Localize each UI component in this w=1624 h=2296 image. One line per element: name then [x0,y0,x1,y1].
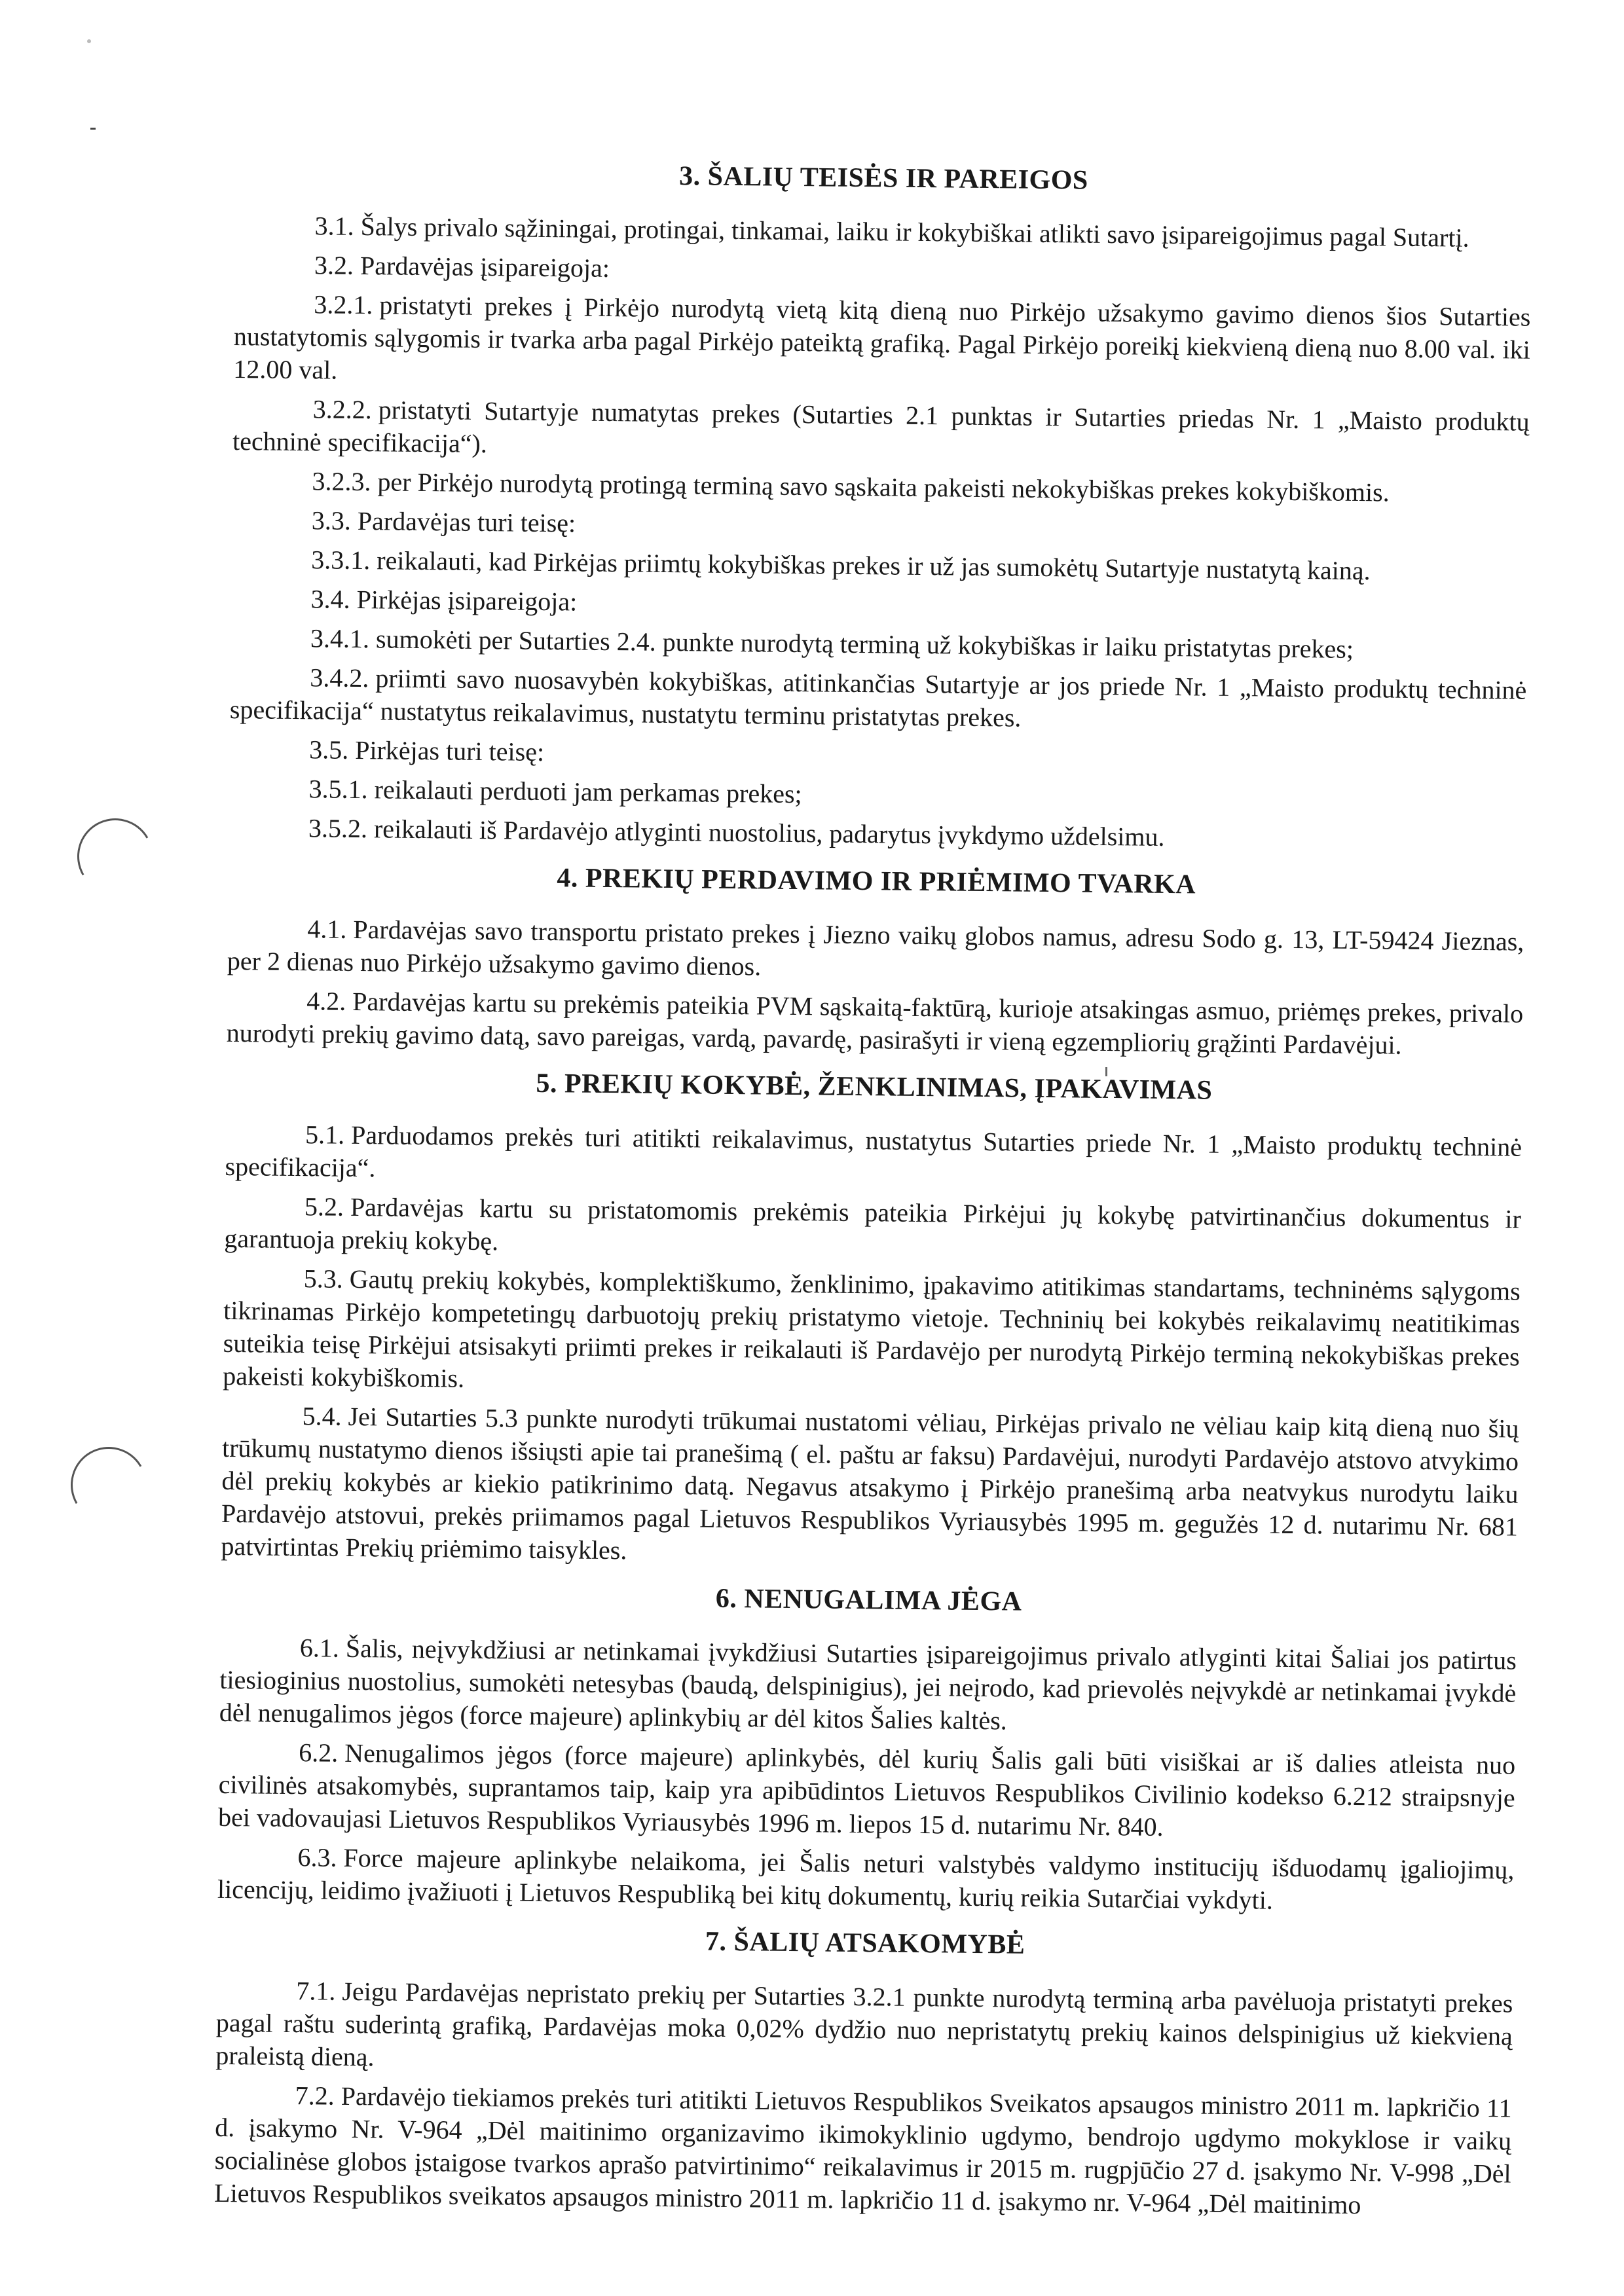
section-4 [226,858,1524,1063]
document-body [214,141,1532,2238]
clause-3-3-1 [231,543,1528,589]
clause-3-2-3 [232,464,1528,511]
clause-text: Pardavėjas kartu su pristatomomis prekėmis pateikia Pirkėjui jų kokybę patvirtinančius dokumentus ir garantuoja prekių kokybę. [224,1192,1522,1256]
clause-number: 5.1. [304,1120,345,1150]
clause-text: Jei Sutarties 5.3 punkte nurodyti trūkumai nustatomi vėliau, Pirkėjas privalo ne vėliau kaip kitą dieną nuo šių trūkumų nustatymo dienos išsiųsti apie tai pranešimą ( el. paštu ar faksu) Pardavėjui, nurodyti Pardavėjo atstovo atvykimo dėl prekių kokybės ar kiekio patikrinimo datą. Negavus atsakymo į Pirkėjo pranešimą arba neatvykus nurodytu laiku Pardavėjo atstovui, prekės priimamos pagal Lietuvos Respublikos Vyriausybės 1995 m. gegužės 12 d. nutarimu Nr. 681 patvirtintas Prekių priėmimo taisykles. [221,1401,1519,1565]
section-5 [221,1064,1522,1576]
clause-number: 3.2.2. [312,394,372,425]
clause-text: Pirkėjas įsipareigoja: [356,584,578,617]
clause-number: 3.2.1. [314,289,373,320]
section-heading: 4. PREKIŲ PERDAVIMO IR PRIĖMIMO TVARKA [557,863,1196,900]
clause-5-1 [225,1118,1522,1197]
clause-3-4 [231,582,1527,629]
clause-text: Jeigu Pardavėjas nepristato prekių per Sutarties 3.2.1 punkte nurodytą terminą arba pavėluoja pristatyti prekes pagal raštu suderintą grafiką, Pardavėjas moka 0,02% dydžio nuo nepristatytų prekių kainos delspinigius už kiekvieną praleistą dieną. [215,1976,1513,2072]
clause-number: 3.4.2. [310,663,369,693]
clause-text: Nenugalimos jėgos (force majeure) aplinkybės, dėl kurių Šalis gali būti visiškai ar iš dalies atleista nuo civilinės atsakomybės, suprantamos taip, kaip yra apibūdintos Lietuvos Respublikos Civilinio kodekso 6.212 straipsnyje bei vadovaujasi Lietuvos Respublikos Vyriausybės 1996 m. liepos 15 d. nutarimu Nr. 840. [217,1738,1516,1842]
clause-number: 3.5. [309,735,349,765]
clause-number: 3.2.3. [312,466,371,497]
clause-text: Pardavėjas įsipareigoja: [360,251,610,283]
clause-text: reikalauti iš Pardavėjo atlyginti nuostolius, padarytus įvykdymo uždelsimu. [373,814,1165,852]
clause-3-2-2 [232,392,1530,471]
clause-text: per Pirkėjo nurodytą protingą terminą savo sąskaita pakeisti nekokybiškas prekes kokybiškomis. [377,467,1390,507]
clause-number: 3.4. [310,584,350,614]
clause-7-1 [215,1974,1513,2086]
section-3 [229,155,1532,858]
clause-6-3 [217,1840,1515,1920]
clause-6-1 [219,1631,1517,1743]
clause-5-3 [223,1262,1521,1406]
clause-text: Pardavėjo tiekiamos prekės turi atitikti Lietuvos Respublikos Sveikatos apsaugos ministro 2011 m. lapkričio 11 d. įsakymo Nr. V-964 „Dėl maitinimo organizavimo ikimokyklinio ugdymo, bendrojo ugdymo mokyklose ir vaikų socialinėse globos įstaigose tvarkos aprašo patvirtinimo“ reikalavimus ir 2015 m. rugpjūčio 27 d. įsakymo Nr. V-998 „Dėl Lietuvos Respublikos sveikatos apsaugos ministro 2011 m. lapkričio 11 d. įsakymo nr. V-964 „Dėl maitinimo [213,2081,1512,2220]
clause-number: 3.3. [311,505,352,536]
clause-number: 5.3. [303,1264,344,1294]
section-heading: 5. PREKIŲ KOKYBĖ, ŽENKLINIMAS, ĮPAKAVIMAS [536,1068,1213,1106]
clause-text: reikalauti perduoti jam perkamas prekes; [374,774,802,809]
clause-7-2 [214,2079,1512,2223]
section-7 [214,1920,1514,2223]
scan-speck [87,39,91,43]
clause-number: 3.2. [314,250,354,280]
clause-text: pristatyti Sutartyje numatytas prekes (Sutarties 2.1 punktas ir Sutarties priedas Nr. 1 „Maisto produktų techninė specifikacija“). [232,395,1530,459]
clause-number: 6.1. [299,1633,340,1663]
clause-number: 5.2. [304,1192,344,1222]
clause-text: Pirkėjas turi teisę: [355,735,545,767]
clause-text: Force majeure aplinkybe nelaikoma, jei Šalis neturi valstybės valdymo institucijų išduodamų įgaliojimų, licencijų, leidimo įvažiuoti į Lietuvos Respubliką bei kitų dokumentų, kurių reikia Sutarčiai vykdyti. [217,1842,1515,1915]
clause-3-3 [232,503,1528,550]
clause-text: Šalis, neįvykdžiusi ar netinkamai įvykdžiusi Sutarties įsipareigojimus privalo atlyginti kitai Šaliai jos patirtus tiesioginius nuostolius, sumokėti netesybas (baudą, delspinigius), jei neįrodo, kad prievolės neįvykdė ar netinkamai įvykdė dėl nenugalimos jėgos (force majeure) aplinkybių ar dėl kitos Šalies kaltės. [219,1633,1517,1736]
clause-text: Šalys privalo sąžiningai, protingai, tinkamai, laiku ir kokybiškai atlikti savo įsipareigojimus pagal Sutartį. [360,211,1469,253]
clause-text: Gautų prekių kokybės, komplektiškumo, ženklinimo, įpakavimo atitikimas standartams, techninėms sąlygoms tikrinamas Pirkėjo kompetetingų darbuotojų prekių pristatymo vietoje. Techninių bei kokybės reikalavimų neatitikimas suteikia teisę Pirkėjui atsisakyti priimti prekes ir reikalauti iš Pardavėjo per nurodytą Pirkėjo terminą nekokybiškas prekes pakeisti kokybiškomis. [223,1264,1521,1393]
clause-number: 3.1. [314,211,354,241]
section-heading: 6. NENUGALIMA JĖGA [715,1583,1022,1617]
clause-5-2 [224,1190,1521,1269]
clause-4-2 [226,984,1523,1063]
margin-mark [90,128,96,130]
clause-text: Pardavėjas savo transportu pristato prekes į Jiezno vaikų globos namus, adresu Sodo g. 13, LT-59424 Jieznas, per 2 dienas nuo Pirkėjo užsakymo gavimo dienos. [227,914,1524,981]
section-heading: 3. ŠALIŲ TEISĖS IR PAREIGOS [678,161,1089,196]
clause-number: 4.1. [307,914,347,944]
clause-3-4-2 [230,661,1527,740]
clause-number: 7.1. [296,1976,336,2006]
clause-3-5 [229,733,1526,779]
clause-6-2 [218,1736,1515,1848]
clause-number: 3.4.1. [310,623,370,654]
punch-hole-arc [62,1438,155,1531]
section-6 [217,1577,1517,1920]
clause-3-4-1 [231,621,1527,668]
clause-number: 6.2. [298,1738,339,1768]
clause-4-1 [227,912,1524,991]
clause-text: Pardavėjas kartu su prekėmis pateikia PVM sąskaitą-faktūrą, kurioje atsakingas asmuo, priėmęs prekes, privalo nurodyti prekių gavimo datą, savo pareigas, vardą, pavardę, pasirašyti ir vieną egzempliorių grąžinti Pardavėjui. [226,986,1524,1060]
clause-text: reikalauti, kad Pirkėjas priimtų kokybiškas prekes ir už jas sumokėtų Sutartyje nustatytą kainą. [377,545,1371,586]
clause-3-1 [234,209,1531,255]
clause-text: Pardavėjas turi teisę: [357,505,576,538]
clause-text: pristatyti prekes į Pirkėjo nurodytą vietą kitą dieną nuo Pirkėjo užsakymo gavimo dienos šios Sutarties nustatytomis sąlygomis ir tvarka arba pagal Pirkėjo pateiktą grafiką. Pagal Pirkėjo poreikį kiekvieną dieną nuo 8.00 val. iki 12.00 val. [233,290,1531,385]
clause-5-4 [221,1399,1519,1576]
clause-text: sumokėti per Sutarties 2.4. punkte nurodytą terminą už kokybiškas ir laiku pristatytas prekes; [375,624,1354,664]
clause-3-2-1 [233,287,1530,399]
clause-3-2 [234,248,1531,295]
section-heading: 7. ŠALIŲ ATSAKOMYBĖ [705,1926,1025,1960]
clause-number: 6.3. [297,1842,337,1872]
clause-3-5-2 [229,811,1525,858]
clause-number: 3.5.1. [308,774,368,805]
punch-hole-arc [69,810,162,903]
clause-number: 5.4. [302,1401,342,1431]
clause-text: Parduodamos prekės turi atitikti reikalavimus, nustatytus Sutarties priede Nr. 1 „Maisto produktų techninė specifikacija“. [225,1120,1522,1183]
clause-3-5-1 [229,772,1525,818]
clause-text: priimti savo nuosavybėn kokybiškas, atitinkančias Sutartyje ar jos priede Nr. 1 „Maisto produktų techninė specifikacija“ nustatytus reikalavimus, nustatytu terminu pristatytas prekes. [229,663,1527,733]
clause-number: 3.5.2. [308,813,368,844]
clause-number: 7.2. [295,2081,335,2111]
clause-number: 4.2. [306,986,346,1016]
clause-number: 3.3.1. [311,545,371,575]
